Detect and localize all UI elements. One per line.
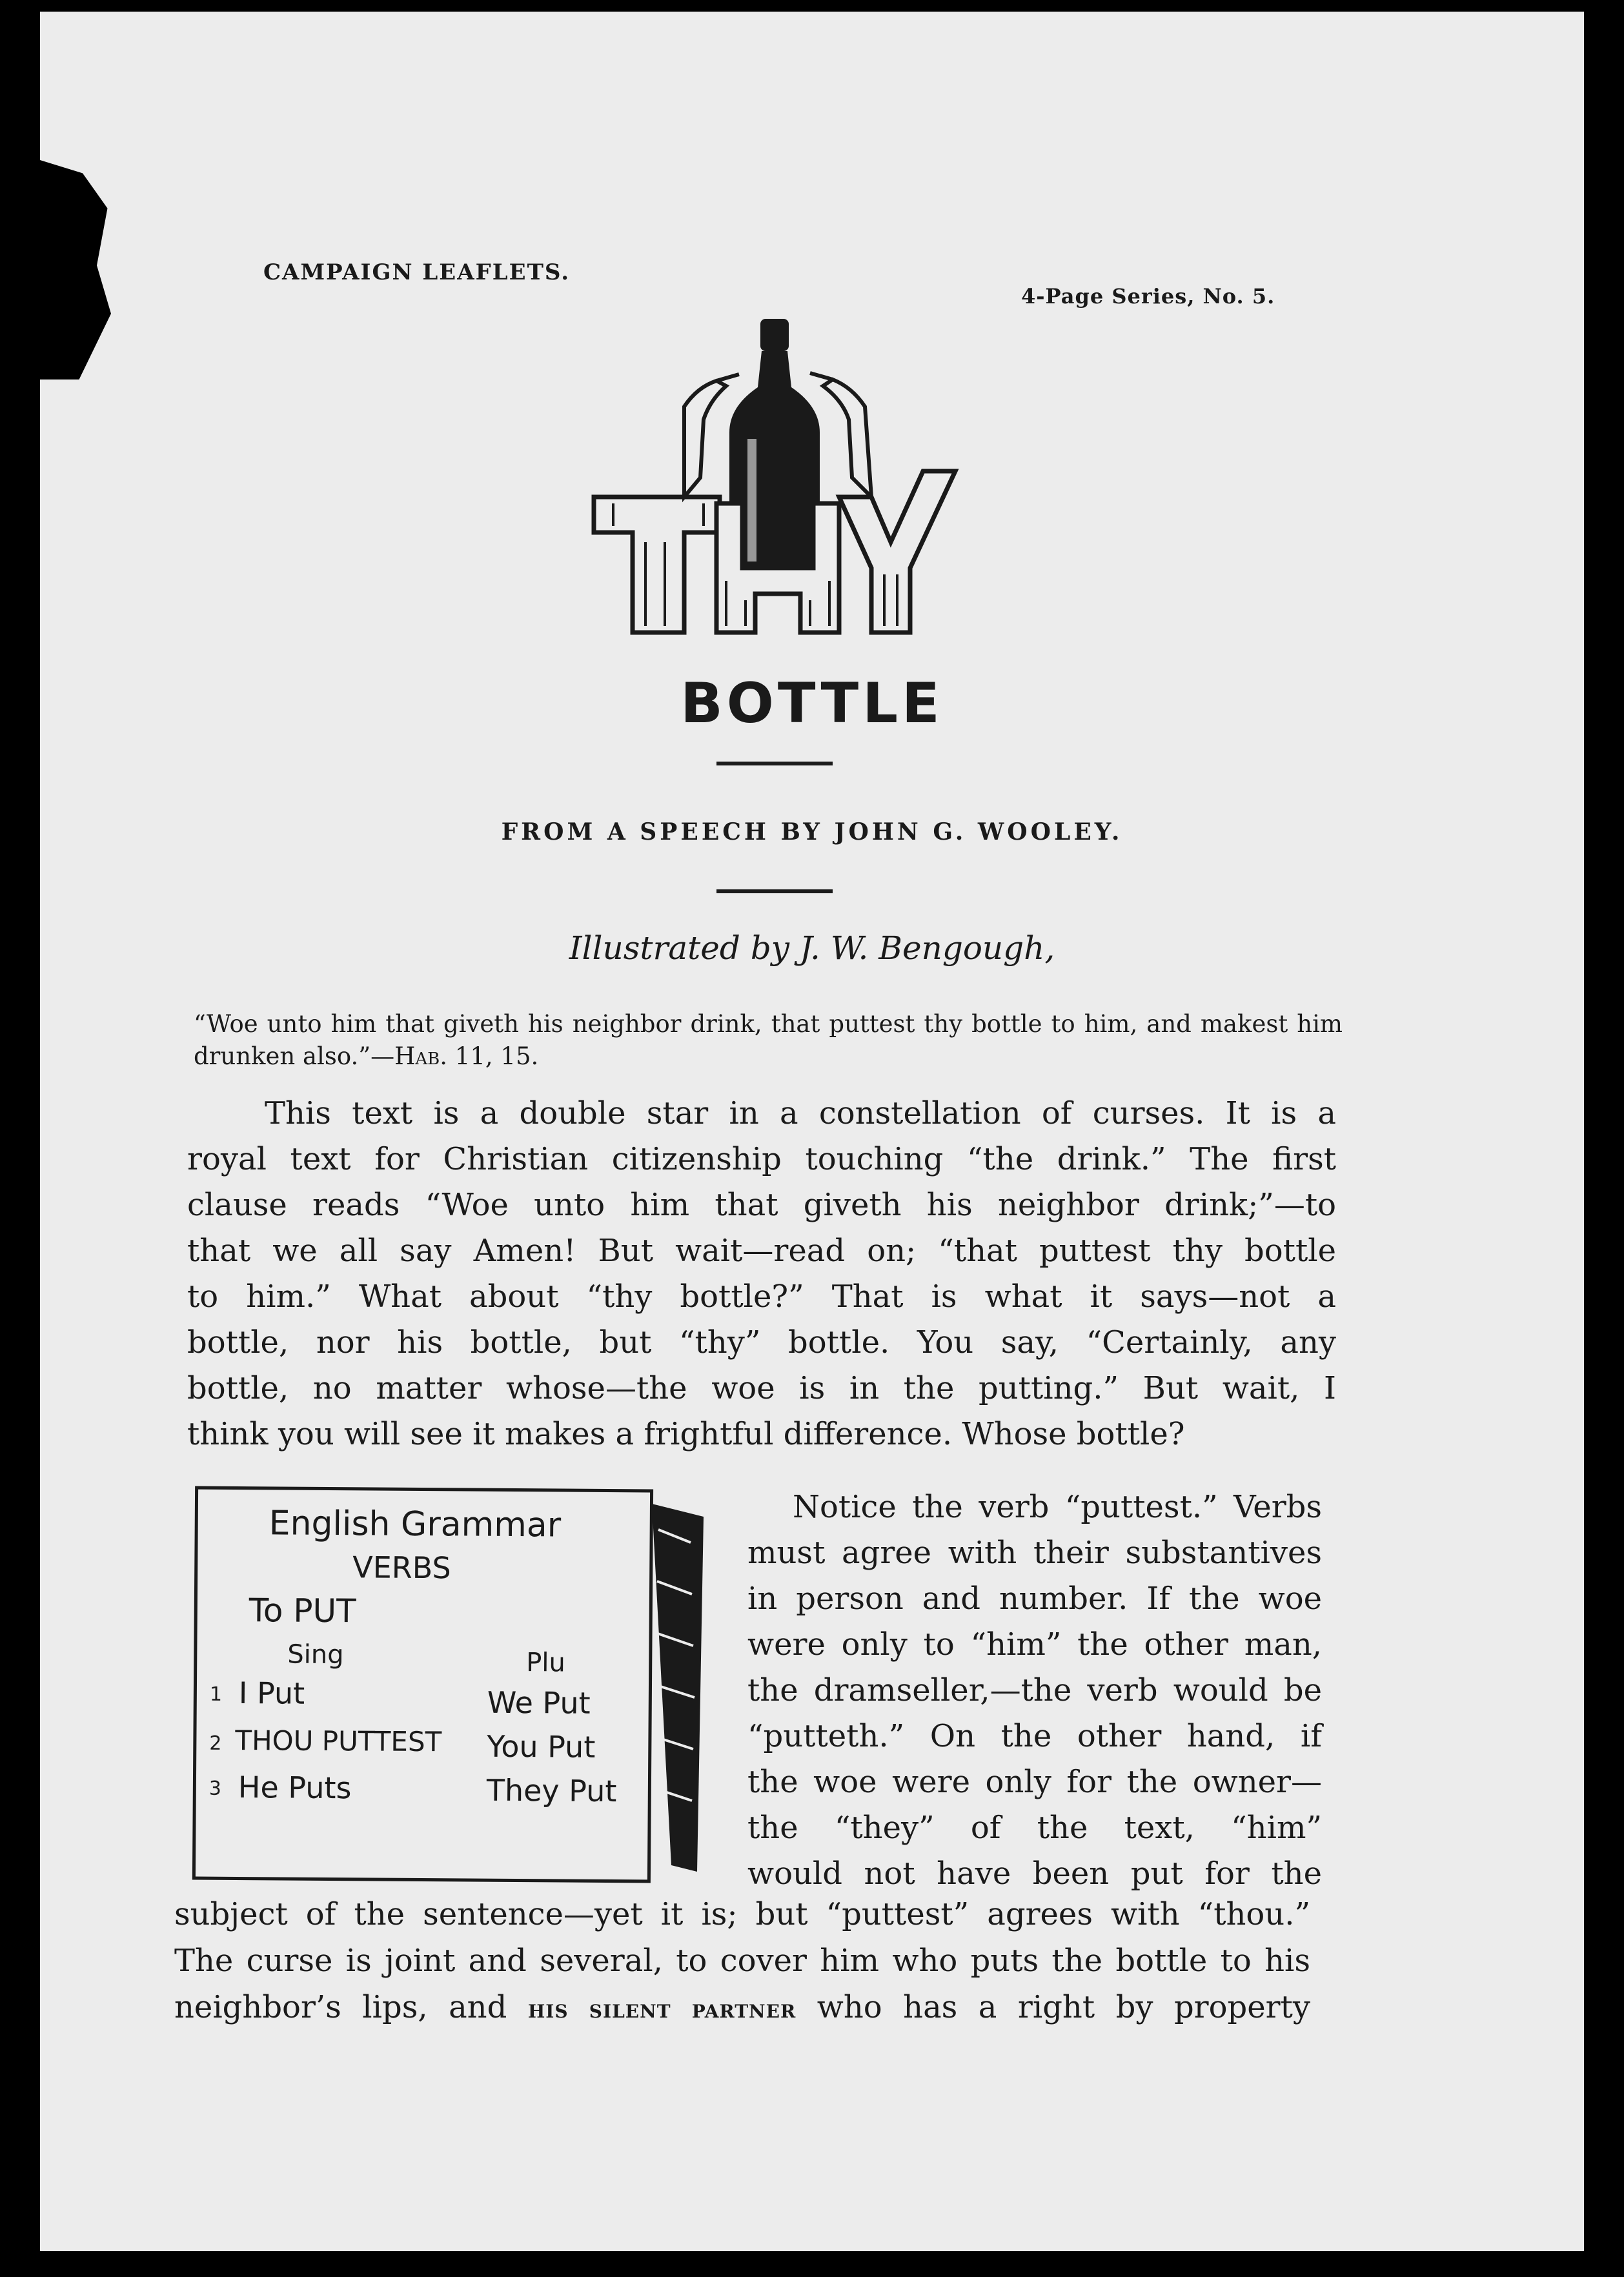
text-line: royal text for Christian citizenship touching “the drink.” The first [187,1141,1336,1177]
text-line: clause reads “Woe unto him that giveth his neighbor drink;”—to [187,1187,1336,1223]
text-line: bottle, no matter whose—the woe is in the putting.” But wait, I [187,1370,1336,1406]
epigraph [194,1008,1343,1073]
series-label: CAMPAIGN LEAFLETS. [263,259,571,285]
epigraph-text: “Woe unto him that giveth his neighbor drink, that puttest thy bottle to him, and makest him drunken also.”— [194,1010,1343,1070]
divider-top [716,762,833,765]
letter-y-figure [839,471,955,632]
text-line: This text is a double star in a constellation of curses. It is a [265,1095,1336,1131]
plural-form: We Put [487,1685,591,1721]
paragraph-two-full [174,1891,1310,2032]
text-line [174,1984,1310,2032]
letter-t-figure [594,497,720,632]
plural-form: You Put [487,1728,596,1765]
singular-form: I Put [238,1675,305,1711]
paragraph-two-wrapped [747,1484,1322,1897]
row-number: 2 [209,1732,222,1755]
speech-source: FROM A SPEECH BY JOHN G. WOOLEY. [501,818,1123,845]
divider-bottom [716,889,833,893]
text-line: that we all say Amen! But wait—read on; “that puttest thy bottle [187,1233,1336,1269]
singular-form: He Puts [238,1770,352,1806]
text-line: subject of the sentence—yet it is; but “puttest” agrees with “thou.” [174,1896,1310,1932]
text-line: the “they” of the text, “him” [747,1810,1322,1846]
left-hand-icon [684,381,726,497]
text-line: the woe were only for the owner— [747,1764,1322,1800]
paragraph-one [187,1091,1336,1457]
text-line: would not have been put for the [747,1856,1322,1892]
illustrator-credit: Illustrated by J. W. Bengough, [569,929,1055,967]
row-number: 1 [209,1683,223,1706]
grammar-card [192,1486,653,1883]
thy-bottle-illustration [587,310,962,645]
epigraph-reference: Hab. 11, 15. [394,1042,539,1070]
text-line: “putteth.” On the other hand, if [747,1718,1322,1754]
text-line: must agree with their substantives [747,1535,1322,1571]
singular-form: THOU PUTTEST [235,1724,442,1758]
text-line: bottle, nor his bottle, but “thy” bottle. You say, “Certainly, any [187,1324,1336,1361]
series-number: 4-Page Series, No. 5. [1021,284,1275,309]
text-fragment: neighbor’s lips, and [174,1989,507,2025]
grammar-plural-label: Plu [526,1648,565,1678]
silent-partner-phrase: his silent partner [527,1994,797,2024]
card-shadow-hatching [645,1504,704,1872]
text-line: in person and number. If the woe [747,1581,1322,1617]
row-number: 3 [208,1777,222,1800]
plural-form: They Put [486,1772,617,1809]
leaflet-title: BOTTLE [680,671,944,736]
torn-edge [40,160,111,380]
text-line: The curse is joint and several, to cover him who puts the bottle to his [174,1943,1310,1979]
text-line: think you will see it makes a frightful difference. Whose bottle? [187,1416,1185,1452]
text-line: the dramseller,—the verb would be [747,1672,1322,1708]
grammar-title: English Grammar [269,1504,562,1545]
grammar-verb: To PUT [249,1592,356,1630]
text-fragment: who has a right by property [817,1989,1311,2025]
grammar-singular-label: Sing [287,1639,344,1670]
text-line: to him.” What about “thy bottle?” That is what it says—not a [187,1279,1336,1315]
text-line: were only to “him” the other man, [747,1626,1322,1663]
right-hand-icon [823,380,871,497]
grammar-subtitle: VERBS [352,1550,451,1586]
text-line: Notice the verb “puttest.” Verbs [793,1489,1322,1525]
